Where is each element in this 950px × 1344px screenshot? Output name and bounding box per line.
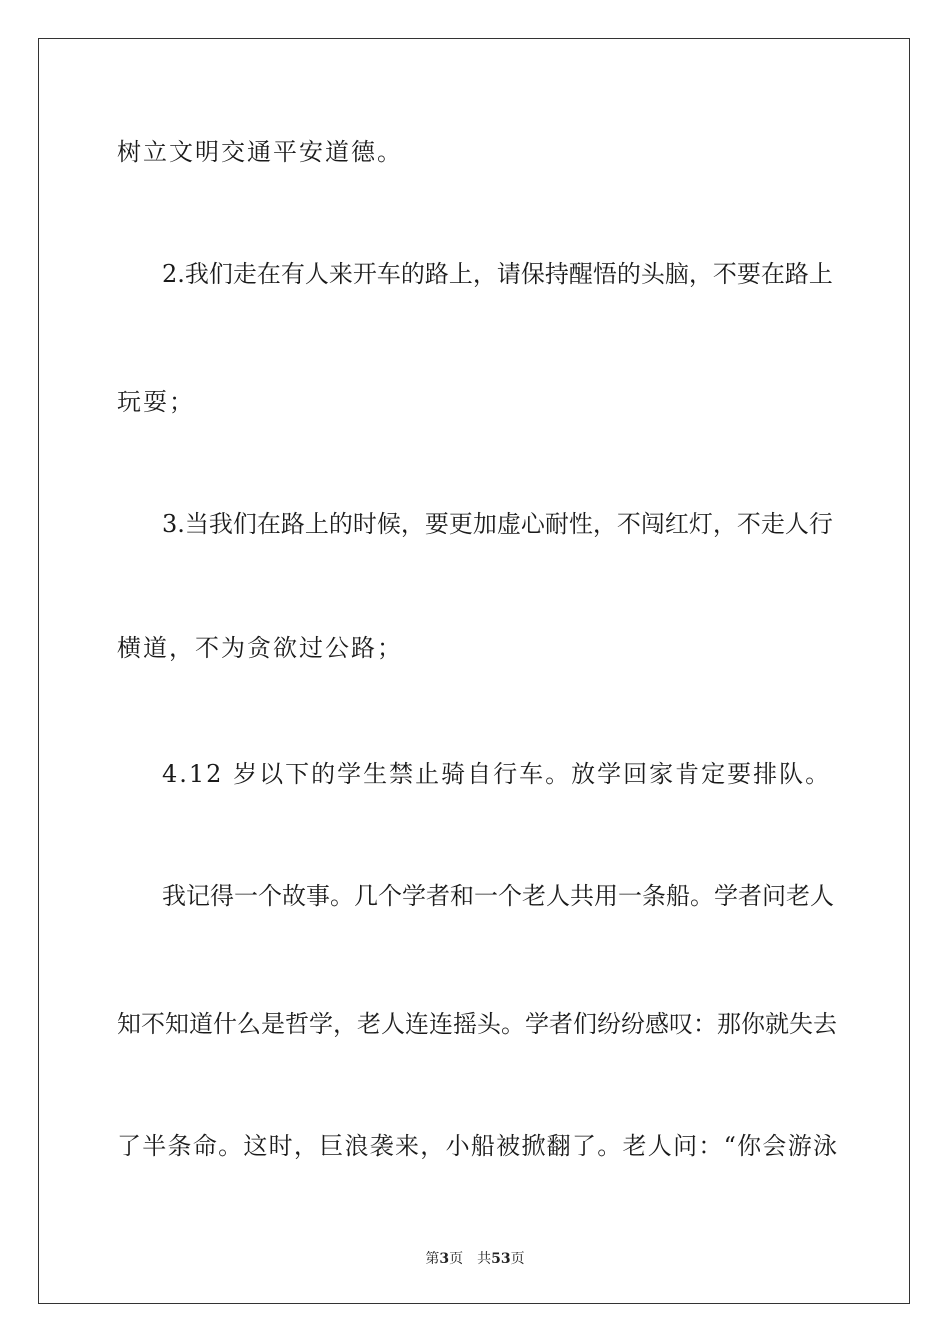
- text-line-3: 玩耍；: [117, 388, 195, 416]
- page-prefix: 第: [425, 1251, 440, 1267]
- text-line-8: 知不知道什么是哲学，老人连连摇头。学者们纷纷感叹：那你就失去: [117, 1010, 837, 1038]
- page-suffix: 页: [449, 1251, 464, 1267]
- text-line-9: 了半条命。这时，巨浪袭来，小船被掀翻了。老人问：“你会游泳: [117, 1132, 837, 1160]
- text-line-2: 2.我们走在有人来开车的路上，请保持醒悟的头脑，不要在路上: [162, 260, 833, 288]
- page-number: 3: [439, 1251, 450, 1267]
- total-prefix: 共: [477, 1251, 492, 1267]
- page-border: [38, 38, 910, 1304]
- total-pages: 53: [491, 1251, 511, 1267]
- text-line-7: 我记得一个故事。几个学者和一个老人共用一条船。学者问老人: [162, 882, 834, 910]
- text-line-6: 4.12 岁以下的学生禁止骑自行车。放学回家肯定要排队。: [162, 760, 832, 788]
- text-line-4: 3.当我们在路上的时候，要更加虚心耐性，不闯红灯，不走人行: [162, 510, 833, 538]
- page-footer: [0, 1248, 950, 1268]
- text-line-5: 横道，不为贪欲过公路；: [117, 634, 403, 662]
- text-line-1: 树立文明交通平安道德。: [117, 138, 403, 166]
- total-suffix: 页: [510, 1251, 525, 1267]
